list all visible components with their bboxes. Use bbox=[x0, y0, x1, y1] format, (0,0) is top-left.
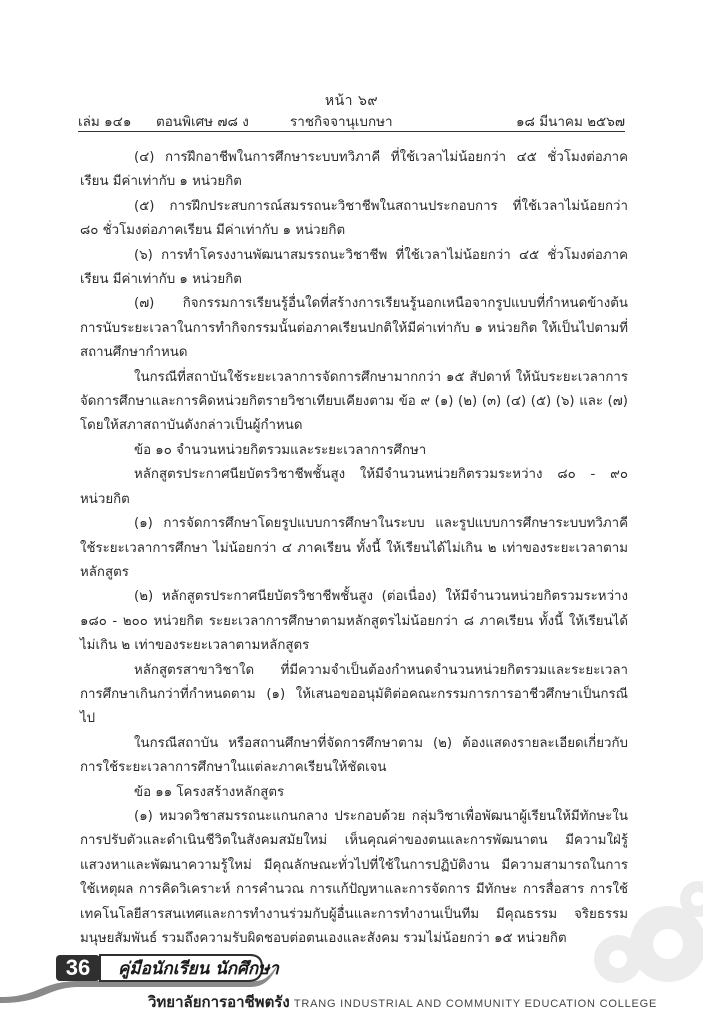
gazette-header bbox=[78, 110, 625, 130]
college-name-english: TRANG INDUSTRIAL AND COMMUNITY EDUCATION COLLEGE bbox=[293, 998, 658, 1010]
paragraph: (๗) กิจกรรมการเรียนรู้อื่นใดที่สร้างการเรียนรู้นอกเหนือจากรูปแบบที่กำหนดข้างต้น การนับระยะเวลาในการทำกิจกรรมนั้นต่อภาคเรียนปกติให้มีค่าเท่ากับ ๑ หน่วยกิต ให้เป็นไปตามที่สถานศึกษากำหนด bbox=[80, 296, 628, 361]
college-name-thai: วิทยาลัยการอาชีพตรัง bbox=[148, 993, 290, 1011]
section-heading: ข้อ ๑๑ โครงสร้างหลักสูตร bbox=[134, 784, 285, 800]
paragraph: (๕) การฝึกประสบการณ์สมรรถนะวิชาชีพในสถานประกอบการ ที่ใช้เวลาไม่น้อยกว่า ๘๐ ชั่วโมงต่อภาคเรียน มีค่าเท่ากับ ๑ หน่วยกิต bbox=[80, 198, 628, 239]
gazette-issue: ตอนพิเศษ ๗๘ ง bbox=[156, 114, 249, 130]
gazette-page-number: หน้า ๖๙ bbox=[324, 93, 379, 109]
paragraph: หลักสูตรประกาศนียบัตรวิชาชีพชั้นสูง ให้มีจำนวนหน่วยกิตรวมระหว่าง ๘๐ - ๙๐ หน่วยกิต bbox=[80, 467, 628, 507]
document-body bbox=[80, 146, 628, 951]
paragraph: (๖) การทำโครงงานพัฒนาสมรรถนะวิชาชีพ ที่ใช้เวลาไม่น้อยกว่า ๔๕ ชั่วโมงต่อภาคเรียน มีค่าเท่ากับ ๑ หน่วยกิต bbox=[80, 247, 628, 288]
paragraph: ในกรณีที่สถาบันใช้ระยะเวลาการจัดการศึกษามากกว่า ๑๕ สัปดาห์ ให้นับระยะเวลาการจัดการศึกษาและการคิดหน่วยกิตรายวิชาเทียบเคียงตาม ข้อ ๙ (๑) (๒) (๓) (๔) (๕) (๖) และ (๗) โดยให้สภาสถาบันดังกล่าวเป็นผู้กำหนด bbox=[80, 369, 628, 434]
header-divider bbox=[78, 131, 625, 132]
paragraph: หลักสูตรสาขาวิชาใด ที่มีความจำเป็นต้องกำหนดจำนวนหน่วยกิตรวมและระยะเวลาการศึกษาเกินกว่าที่กำหนดตาม (๑) ให้เสนอขออนุมัติต่อคณะกรรมการการอาชีวศึกษาเป็นกรณีไป bbox=[80, 662, 628, 727]
footer-college bbox=[148, 994, 657, 1012]
section-heading: ข้อ ๑๐ จำนวนหน่วยกิตรวมและระยะเวลาการศึกษา bbox=[134, 442, 427, 458]
gazette-title: ราชกิจจานุเบกษา bbox=[290, 114, 393, 130]
footer-decoration bbox=[0, 953, 703, 1024]
footer-book-title: คู่มือนักเรียน นักศึกษา bbox=[118, 959, 279, 979]
paragraph: (๒) หลักสูตรประกาศนียบัตรวิชาชีพชั้นสูง (ต่อเนื่อง) ให้มีจำนวนหน่วยกิตรวมระหว่าง ๑๘๐ - ๒๐๐ หน่วยกิต ระยะเวลาการศึกษาตามหลักสูตรไม่น้อยกว่า ๘ ภาคเรียน ทั้งนี้ ให้เรียนได้ไม่เกิน ๒ เท่าของระยะเวลาตามหลักสูตร bbox=[80, 589, 628, 654]
paragraph: ในกรณีสถาบัน หรือสถานศึกษาที่จัดการศึกษาตาม (๒) ต้องแสดงรายละเอียดเกี่ยวกับการใช้ระยะเวลาการศึกษาในแต่ละภาคเรียนให้ชัดเจน bbox=[80, 735, 628, 776]
gazette-date: ๑๘ มีนาคม ๒๕๖๗ bbox=[515, 114, 625, 130]
paragraph: (๑) หมวดวิชาสมรรถนะแกนกลาง ประกอบด้วย กลุ่มวิชาเพื่อพัฒนาผู้เรียนให้มีทักษะในการปรับตัวและดำเนินชีวิตในสังคมสมัยใหม่ เห็นคุณค่าของตนและการพัฒนาตน มีความใฝ่รู้ แสวงหาและพัฒนาความรู้ใหม่ มีคุณลักษณะทั่วไปที่ใช้ในการปฏิบัติงาน มีความสามารถในการใช้เหตุผล การคิดวิเคราะห์ การคำนวณ การแก้ปัญหาและการจัดการ มีทักษะ การสื่อสาร การใช้เทคโนโลยีสารสนเทศและการทำงานร่วมกับผู้อื่นและการทำงานเป็นทีม มีคุณธรรม จริยธรรม มนุษยสัมพันธ์ รวมถึงความรับผิดชอบต่อตนเองและสังคม รวมไม่น้อยกว่า ๑๕ หน่วยกิต bbox=[80, 808, 628, 946]
gazette-volume: เล่ม ๑๔๑ bbox=[78, 114, 132, 130]
paragraph: (๑) การจัดการศึกษาโดยรูปแบบการศึกษาในระบบ และรูปแบบการศึกษาระบบทวิภาคี ใช้ระยะเวลาการศึกษา ไม่น้อยกว่า ๔ ภาคเรียน ทั้งนี้ ให้เรียนได้ไม่เกิน ๒ เท่าของระยะเวลาตามหลักสูตร bbox=[80, 516, 628, 580]
paragraph: (๔) การฝึกอาชีพในการศึกษาระบบทวิภาคี ที่ใช้เวลาไม่น้อยกว่า ๔๕ ชั่วโมงต่อภาคเรียน มีค่าเท่ากับ ๑ หน่วยกิต bbox=[80, 150, 628, 190]
footer-page-number: 36 bbox=[65, 955, 91, 980]
